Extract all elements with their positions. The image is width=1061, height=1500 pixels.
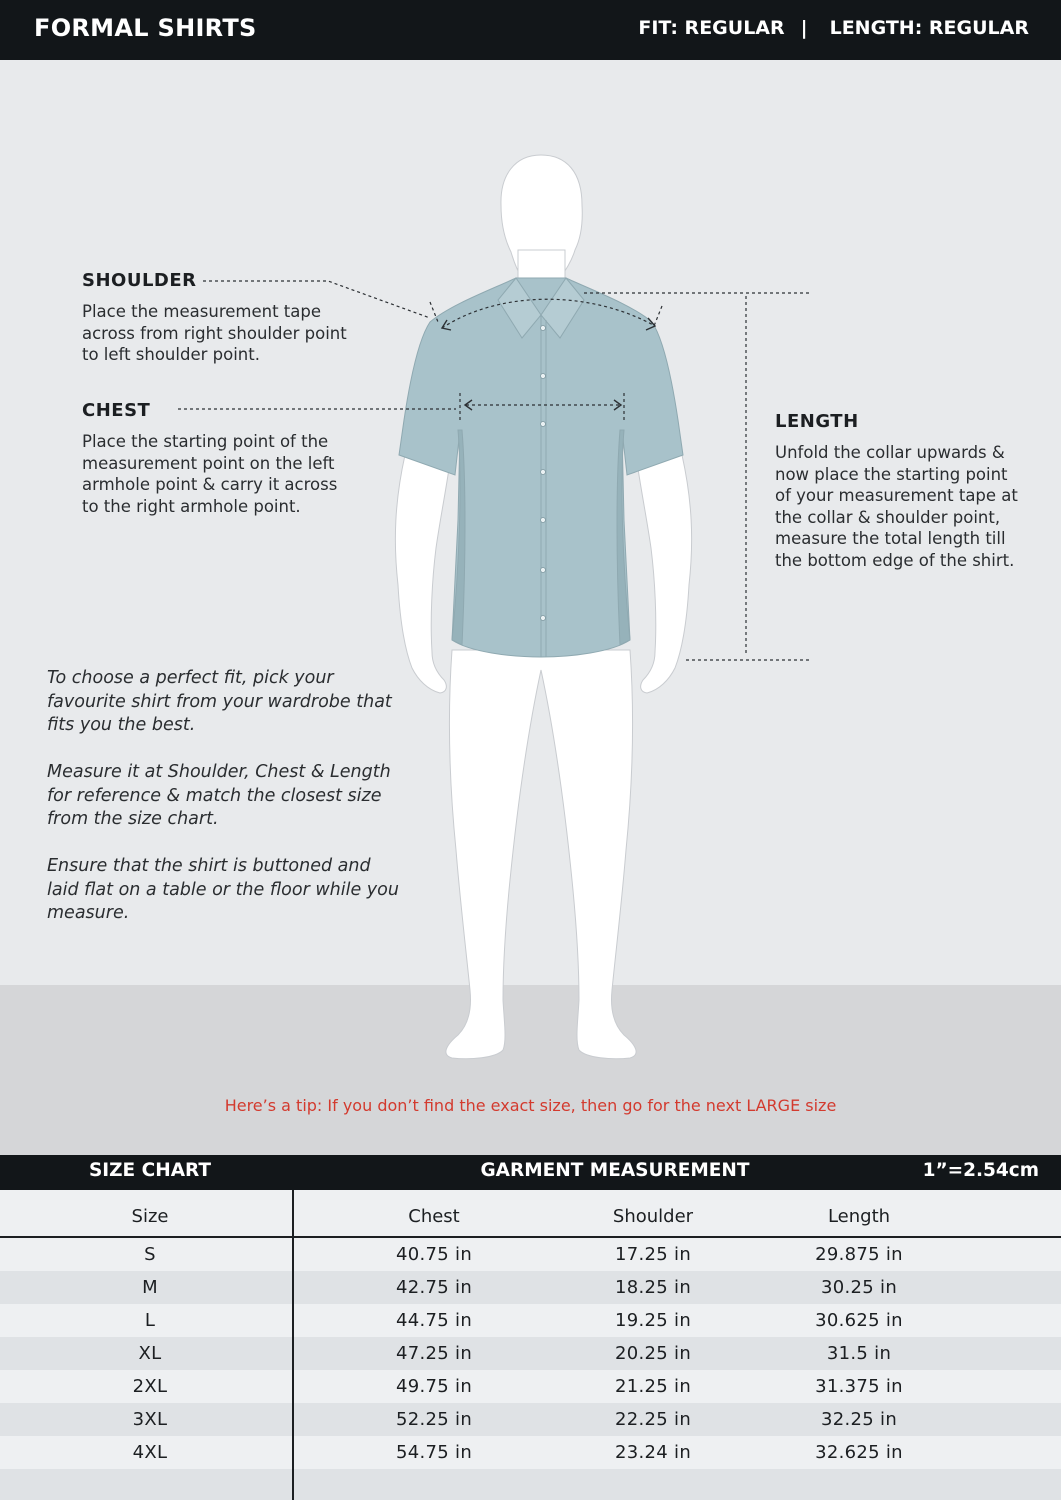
tip-line: Measure it at Shoulder, Chest & Length: [47, 762, 391, 782]
cell-length: 32.625 in: [815, 1442, 903, 1463]
length-line: of your measurement tape at: [775, 486, 1018, 505]
cell-size: S: [144, 1244, 156, 1265]
cell-size: 2XL: [132, 1376, 168, 1397]
column-divider: [292, 1190, 294, 1500]
tip-line: from the size chart.: [47, 809, 219, 829]
tip-line: laid flat on a table or the floor while you: [47, 879, 399, 900]
tip-paragraph: [47, 855, 417, 926]
length-line: the bottom edge of the shirt.: [775, 550, 1015, 570]
unit-conversion: 1”=2.54cm: [922, 1160, 1039, 1181]
tip-paragraph: [47, 667, 417, 738]
chest-label: CHEST: [82, 400, 151, 421]
size-tip-note: Here’s a tip: If you don’t find the exact size, then go for the next LARGE size: [224, 1096, 837, 1115]
length-line: Unfold the collar upwards &: [775, 443, 1005, 462]
length-line: now place the starting point: [775, 464, 1008, 484]
cell-length: 30.625 in: [815, 1310, 903, 1331]
table-row: [0, 1337, 1061, 1370]
table-row: [0, 1370, 1061, 1403]
tip-paragraph: [47, 761, 417, 832]
table-row: [0, 1436, 1061, 1469]
chest-description: [82, 431, 382, 517]
table-row-empty: [0, 1469, 1061, 1500]
table-row: [0, 1238, 1061, 1271]
cell-size: M: [142, 1277, 158, 1298]
cell-size: L: [144, 1310, 156, 1331]
cell-chest: 54.75 in: [395, 1442, 473, 1463]
chest-line: to the right armhole point.: [82, 496, 301, 516]
size-chart-table: [0, 1190, 1061, 1500]
cell-size: 4XL: [132, 1442, 168, 1463]
chest-line: Place the starting point of the: [82, 432, 329, 451]
cell-shoulder: 17.25 in: [614, 1244, 692, 1265]
column-header-shoulder: Shoulder: [612, 1206, 694, 1227]
table-row: [0, 1304, 1061, 1337]
cell-length: 32.25 in: [820, 1409, 898, 1430]
table-header-row: [0, 1190, 1061, 1237]
cell-shoulder: 18.25 in: [614, 1277, 692, 1298]
column-header-size: Size: [131, 1206, 169, 1227]
shoulder-line: Place the measurement tape: [82, 302, 322, 321]
cell-shoulder: 21.25 in: [614, 1376, 692, 1397]
cell-chest: 49.75 in: [395, 1376, 473, 1397]
length-line: the collar & shoulder point,: [775, 507, 1001, 527]
chest-line: measurement point on the left: [82, 453, 335, 473]
cell-shoulder: 23.24 in: [614, 1442, 692, 1463]
cell-length: 30.25 in: [820, 1277, 898, 1298]
fit-separator: |: [800, 17, 808, 39]
length-line: measure the total length till: [775, 529, 1006, 548]
garment-measurement-title: GARMENT MEASUREMENT: [480, 1160, 750, 1181]
fit-label: FIT: REGULAR: [638, 17, 785, 39]
chest-line: armhole point & carry it across: [82, 475, 338, 494]
cell-length: 29.875 in: [815, 1244, 903, 1265]
cell-chest: 44.75 in: [395, 1310, 473, 1331]
column-header-chest: Chest: [408, 1206, 460, 1227]
table-row: [0, 1271, 1061, 1304]
length-label: LENGTH: [775, 411, 859, 432]
shoulder-description: [82, 301, 382, 366]
cell-length: 31.5 in: [826, 1343, 892, 1364]
cell-size: 3XL: [132, 1409, 168, 1430]
cell-length: 31.375 in: [815, 1376, 903, 1397]
cell-shoulder: 19.25 in: [614, 1310, 692, 1331]
tip-line: To choose a perfect fit, pick your: [47, 668, 334, 688]
tip-line: measure.: [47, 903, 130, 923]
cell-shoulder: 20.25 in: [614, 1343, 692, 1364]
shoulder-label: SHOULDER: [82, 270, 197, 291]
size-chart-title: SIZE CHART: [88, 1160, 212, 1181]
cell-shoulder: 22.25 in: [614, 1409, 692, 1430]
size-chart-header: [0, 1155, 1061, 1190]
shoulder-line: to left shoulder point.: [82, 345, 260, 364]
shoulder-line: across from right shoulder point: [82, 323, 347, 343]
cell-size: XL: [138, 1343, 162, 1364]
tip-line: favourite shirt from your wardrobe that: [47, 691, 392, 712]
page-title: FORMAL SHIRTS: [34, 14, 257, 42]
length-fit-label: LENGTH: REGULAR: [829, 17, 1029, 39]
tip-line: fits you the best.: [47, 715, 196, 735]
table-row: [0, 1403, 1061, 1436]
shirt: [399, 278, 683, 657]
tip-line: for reference & match the closest size: [47, 785, 382, 806]
cell-chest: 40.75 in: [395, 1244, 473, 1265]
length-description: [775, 442, 1045, 571]
cell-chest: 42.75 in: [395, 1277, 473, 1298]
cell-chest: 52.25 in: [395, 1409, 473, 1430]
cell-chest: 47.25 in: [395, 1343, 473, 1364]
tip-line: Ensure that the shirt is buttoned and: [47, 856, 371, 876]
column-header-length: Length: [827, 1206, 891, 1227]
